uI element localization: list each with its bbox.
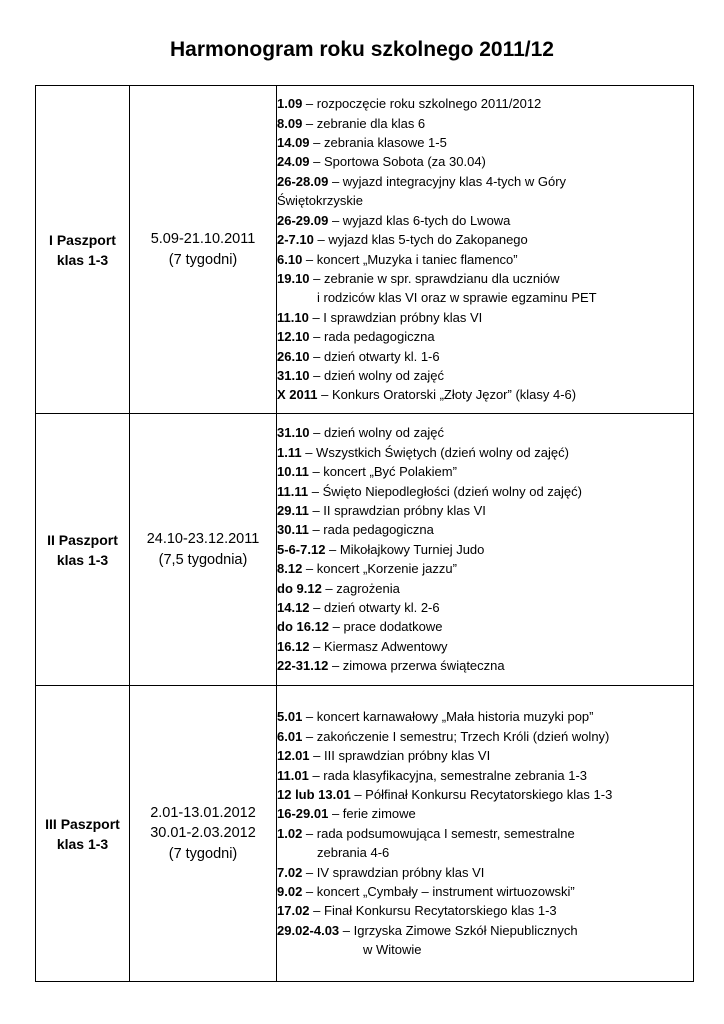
table-row: [36, 686, 694, 982]
event-item: [277, 482, 693, 501]
event-date: 17.02: [277, 903, 310, 919]
period-weeks: (7,5 tygodnia): [158, 551, 248, 568]
event-text: – wyjazd integracyjny klas 4-tych w Góry: [328, 173, 567, 189]
event-item: [277, 656, 693, 675]
event-text: – zimowa przerwa świąteczna: [328, 658, 505, 674]
passport-label: [36, 414, 130, 686]
period-weeks: (7 tygodni): [168, 845, 238, 862]
passport-label: [36, 86, 130, 414]
event-item: [277, 308, 693, 327]
passport-classes: klas 1-3: [56, 251, 109, 268]
event-item: [277, 824, 693, 843]
event-text: – I sprawdzian próbny klas VI: [308, 309, 483, 325]
event-item: [277, 785, 693, 804]
event-item: [277, 540, 693, 559]
event-text: – koncert „Cymbały – instrument wirtuozowski”: [302, 884, 575, 900]
event-date: 8.09: [277, 115, 303, 131]
passport-label: [36, 686, 130, 982]
event-text: – zebrania klasowe 1-5: [309, 135, 447, 151]
events-cell: [277, 414, 694, 686]
event-text: – II sprawdzian próbny klas VI: [308, 502, 486, 518]
event-item: [277, 133, 693, 152]
event-item: [277, 617, 693, 636]
event-item: [277, 746, 693, 765]
event-item: [277, 366, 693, 385]
event-item: [277, 152, 693, 171]
event-text: – rozpoczęcie roku szkolnego 2011/2012: [302, 96, 542, 112]
table-row: [36, 414, 694, 686]
event-text: – wyjazd klas 5-tych do Zakopanego: [313, 232, 528, 248]
event-date: 31.10: [277, 425, 310, 441]
event-text: zebrania 4-6: [317, 845, 390, 861]
event-item: [277, 766, 693, 785]
event-item: [277, 172, 693, 191]
event-text: – rada pedagogiczna: [309, 329, 435, 345]
event-date: 22-31.12: [277, 658, 329, 674]
event-item: [277, 269, 693, 288]
event-text: – koncert „Muzyka i taniec flamenco”: [302, 251, 518, 267]
event-date: 26.10: [277, 348, 310, 364]
event-date: X 2011: [277, 387, 318, 403]
passport-classes: klas 1-3: [56, 835, 109, 852]
event-text: – zebranie dla klas 6: [302, 115, 426, 131]
event-date: 8.12: [277, 561, 303, 577]
events-cell: [277, 686, 694, 982]
event-item: [277, 901, 693, 920]
event-text: – Kiermasz Adwentowy: [309, 638, 448, 654]
event-item: [277, 288, 693, 307]
event-date: 5-6-7.12: [277, 541, 326, 557]
event-item: [277, 579, 693, 598]
event-date: 11.11: [277, 483, 309, 499]
event-text: – Wszystkich Świętych (dzień wolny od zajęć): [301, 444, 569, 460]
event-date: 29.11: [277, 502, 309, 518]
event-date: 1.09: [277, 96, 303, 112]
event-item: [277, 327, 693, 346]
event-text: – dzień otwarty kl. 2-6: [309, 600, 440, 616]
event-date: 19.10: [277, 270, 310, 286]
event-item: [277, 385, 693, 404]
event-date: 14.09: [277, 135, 310, 151]
event-item: [277, 637, 693, 656]
event-date: 24.09: [277, 154, 310, 170]
event-item: [277, 462, 693, 481]
events-cell: [277, 86, 694, 414]
event-date: 1.11: [277, 444, 302, 460]
event-date: 30.11: [277, 522, 309, 538]
event-text: – Półfinał Konkursu Recytatorskiego klas 1-3: [350, 786, 613, 802]
event-text: – Święto Niepodległości (dzień wolny od zajęć): [308, 483, 582, 499]
period-dates: 24.10-23.12.2011: [146, 531, 260, 547]
event-text: – koncert „Korzenie jazzu”: [302, 561, 457, 577]
event-text: – dzień otwarty kl. 1-6: [309, 348, 440, 364]
event-item: [277, 863, 693, 882]
event-text: i rodziców klas VI oraz w sprawie egzaminu PET: [317, 290, 597, 306]
event-item: [277, 191, 693, 210]
table-row: [36, 86, 694, 414]
event-date: 11.01: [277, 767, 309, 783]
event-item: [277, 843, 693, 862]
period-cell: [130, 86, 277, 414]
event-text: – zagrożenia: [321, 580, 400, 596]
event-item: [277, 727, 693, 746]
event-item: [277, 921, 693, 940]
event-date: do 16.12: [277, 619, 330, 635]
event-text: – Igrzyska Zimowe Szkół Niepublicznych: [339, 922, 578, 938]
passport-name: I Paszport: [49, 231, 116, 248]
period-dates: 2.01-13.01.2012: [150, 804, 256, 821]
event-date: 5.01: [277, 709, 303, 725]
event-item: [277, 598, 693, 617]
event-text: – rada podsumowująca I semestr, semestralne: [302, 825, 575, 841]
event-date: 10.11: [277, 464, 309, 480]
event-date: 12 lub 13.01: [277, 786, 351, 802]
event-date: 26-28.09: [277, 173, 329, 189]
event-date: 12.10: [277, 329, 310, 345]
event-date: do 9.12: [277, 580, 322, 596]
event-text: – koncert karnawałowy „Mała historia muzyki pop”: [302, 709, 594, 725]
event-text: – Mikołajkowy Turniej Judo: [325, 541, 485, 557]
event-date: 2-7.10: [277, 232, 314, 248]
event-text: w Witowie: [363, 942, 422, 958]
passport-name: III Paszport: [45, 815, 120, 832]
event-text: – zakończenie I semestru; Trzech Króli (dzień wolny): [302, 728, 610, 744]
event-text: – koncert „Być Polakiem”: [308, 464, 457, 480]
event-date: 11.10: [277, 309, 309, 325]
period-cell: [130, 414, 277, 686]
event-date: 6.10: [277, 251, 303, 267]
event-text: – IV sprawdzian próbny klas VI: [302, 864, 485, 880]
event-date: 14.12: [277, 600, 310, 616]
event-date: 26-29.09: [277, 212, 329, 228]
event-item: [277, 443, 693, 462]
event-text: Świętokrzyskie: [277, 193, 363, 209]
event-text: – Sportowa Sobota (za 30.04): [309, 154, 486, 170]
event-date: 7.02: [277, 864, 303, 880]
event-item: [277, 804, 693, 823]
event-text: – wyjazd klas 6-tych do Lwowa: [328, 212, 511, 228]
event-date: 9.02: [277, 884, 303, 900]
event-text: – Konkurs Oratorski „Złoty Jęzor” (klasy 4-6): [317, 387, 577, 403]
event-text: – rada klasyfikacyjna, semestralne zebrania 1-3: [308, 767, 588, 783]
event-item: [277, 114, 693, 133]
event-item: [277, 882, 693, 901]
event-text: – Finał Konkursu Recytatorskiego klas 1-3: [309, 903, 557, 919]
event-item: [277, 423, 693, 442]
event-text: – dzień wolny od zajęć: [309, 367, 444, 383]
event-text: – zebranie w spr. sprawdzianu dla uczniów: [309, 270, 560, 286]
period-weeks: (7 tygodni): [168, 251, 238, 268]
event-item: [277, 501, 693, 520]
event-date: 12.01: [277, 748, 310, 764]
event-item: [277, 211, 693, 230]
event-item: [277, 347, 693, 366]
event-text: – prace dodatkowe: [329, 619, 443, 635]
event-item: [277, 520, 693, 539]
event-text: – ferie zimowe: [328, 806, 416, 822]
period-cell: [130, 686, 277, 982]
event-text: – rada pedagogiczna: [308, 522, 434, 538]
event-item: [277, 94, 693, 113]
event-date: 16-29.01: [277, 806, 329, 822]
page-title: Harmonogram roku szkolnego 2011/12: [170, 38, 554, 61]
period-dates-2: 30.01-2.03.2012: [150, 825, 256, 842]
event-item: [277, 230, 693, 249]
event-date: 6.01: [277, 728, 303, 744]
event-text: – dzień wolny od zajęć: [309, 425, 444, 441]
schedule-table: [35, 85, 694, 982]
event-item: [277, 250, 693, 269]
passport-name: II Paszport: [47, 531, 118, 548]
event-item: [277, 940, 693, 959]
event-date: 31.10: [277, 367, 310, 383]
event-date: 29.02-4.03: [277, 922, 340, 938]
event-date: 1.02: [277, 825, 303, 841]
event-text: – III sprawdzian próbny klas VI: [309, 748, 491, 764]
event-item: [277, 707, 693, 726]
passport-classes: klas 1-3: [56, 551, 109, 568]
event-date: 16.12: [277, 638, 310, 654]
period-dates: 5.09-21.10.2011: [150, 231, 256, 247]
event-item: [277, 559, 693, 578]
